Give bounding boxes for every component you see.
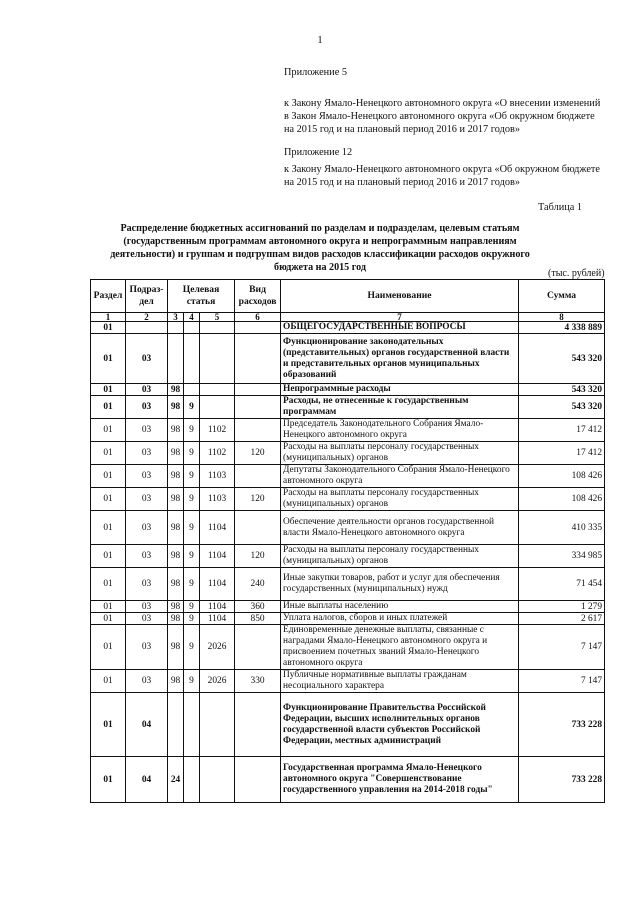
cell-program: 98 bbox=[168, 511, 184, 545]
cell-code bbox=[200, 396, 235, 419]
cell-subsection: 03 bbox=[126, 419, 168, 442]
cell-subsection: 03 bbox=[126, 613, 168, 625]
table-row bbox=[91, 334, 605, 384]
cell-code bbox=[200, 334, 235, 384]
table-row bbox=[91, 757, 605, 803]
cell-sum: 108 426 bbox=[519, 488, 605, 511]
cell-name: Публичные нормативные выплаты гражданам несоциального характера bbox=[281, 670, 519, 693]
cell-code: 1103 bbox=[200, 488, 235, 511]
cell-sum: 108 426 bbox=[519, 465, 605, 488]
cell-sum: 17 412 bbox=[519, 419, 605, 442]
table-row bbox=[91, 670, 605, 693]
cell-name: Расходы на выплаты персоналу государственных (муниципальных) органов bbox=[281, 545, 519, 568]
cell-program bbox=[168, 322, 184, 334]
cell-code: 1104 bbox=[200, 511, 235, 545]
cell-expense-type: 360 bbox=[235, 601, 281, 613]
cell-direction: 9 bbox=[184, 625, 200, 670]
appendix-5-text: к Закону Ямало-Ненецкого автономного округа «О внесении изменений в Закон Ямало-Ненецкого автономного округа «Об окружном бюджете на 2015 год и на плановый период 2016 и 2017 годов» bbox=[284, 98, 601, 135]
table-row bbox=[91, 396, 605, 419]
cell-direction: 9 bbox=[184, 613, 200, 625]
column-number: 3 bbox=[168, 313, 184, 322]
cell-code bbox=[200, 384, 235, 396]
cell-subsection: 03 bbox=[126, 670, 168, 693]
cell-expense-type: 850 bbox=[235, 613, 281, 625]
table-row bbox=[91, 384, 605, 396]
cell-name: Функционирование Правительства Российской Федерации, высших исполнительных органов государственной власти субъектов Российской Федерации, местных администраций bbox=[281, 693, 519, 757]
table-row bbox=[91, 625, 605, 670]
cell-expense-type bbox=[235, 396, 281, 419]
cell-name: Единовременные денежные выплаты, связанные с наградами Ямало-Ненецкого автономного округа и присвоением почетных званий Ямало-Ненецкого автономного округа bbox=[281, 625, 519, 670]
cell-section: 01 bbox=[91, 442, 126, 465]
cell-code: 1104 bbox=[200, 568, 235, 601]
header-expense-type: Вид расходов bbox=[235, 280, 281, 313]
cell-program: 24 bbox=[168, 757, 184, 803]
cell-sum: 7 147 bbox=[519, 670, 605, 693]
header-subsection: Подраз-дел bbox=[126, 280, 168, 313]
cell-name: Депутаты Законодательного Собрания Ямало-Ненецкого автономного округа bbox=[281, 465, 519, 488]
cell-subsection: 04 bbox=[126, 757, 168, 803]
cell-section: 01 bbox=[91, 419, 126, 442]
cell-direction bbox=[184, 757, 200, 803]
cell-code: 1102 bbox=[200, 442, 235, 465]
header-row bbox=[91, 280, 605, 313]
cell-program: 98 bbox=[168, 601, 184, 613]
cell-code bbox=[200, 757, 235, 803]
budget-table bbox=[90, 279, 605, 803]
cell-section: 01 bbox=[91, 568, 126, 601]
cell-expense-type bbox=[235, 334, 281, 384]
cell-expense-type bbox=[235, 384, 281, 396]
cell-subsection: 03 bbox=[126, 601, 168, 613]
column-number: 4 bbox=[184, 313, 200, 322]
cell-code bbox=[200, 322, 235, 334]
cell-subsection: 03 bbox=[126, 334, 168, 384]
cell-name: Иные выплаты населению bbox=[281, 601, 519, 613]
cell-expense-type bbox=[235, 625, 281, 670]
cell-sum: 71 454 bbox=[519, 568, 605, 601]
table-body bbox=[91, 322, 605, 803]
appendix-12-heading: Приложение 12 bbox=[284, 147, 353, 158]
cell-subsection bbox=[126, 322, 168, 334]
cell-sum: 733 228 bbox=[519, 757, 605, 803]
column-number: 6 bbox=[235, 313, 281, 322]
cell-name: Государственная программа Ямало-Ненецкого автономного округа "Совершенствование государственного управления на 2014-2018 годы" bbox=[281, 757, 519, 803]
cell-program: 98 bbox=[168, 465, 184, 488]
table-row bbox=[91, 465, 605, 488]
cell-section: 01 bbox=[91, 322, 126, 334]
cell-expense-type bbox=[235, 419, 281, 442]
table-row bbox=[91, 488, 605, 511]
column-number: 1 bbox=[91, 313, 126, 322]
cell-expense-type bbox=[235, 693, 281, 757]
cell-section: 01 bbox=[91, 545, 126, 568]
cell-name: Расходы на выплаты персоналу государственных (муниципальных) органов bbox=[281, 442, 519, 465]
column-number: 8 bbox=[519, 313, 605, 322]
cell-subsection: 03 bbox=[126, 568, 168, 601]
cell-name: ОБЩЕГОСУДАРСТВЕННЫЕ ВОПРОСЫ bbox=[281, 322, 519, 334]
cell-expense-type: 120 bbox=[235, 545, 281, 568]
cell-direction bbox=[184, 384, 200, 396]
cell-name: Обеспечение деятельности органов государственной власти Ямало-Ненецкого автономного округа bbox=[281, 511, 519, 545]
cell-expense-type: 120 bbox=[235, 488, 281, 511]
cell-section: 01 bbox=[91, 488, 126, 511]
cell-program bbox=[168, 693, 184, 757]
cell-code: 2026 bbox=[200, 625, 235, 670]
cell-section: 01 bbox=[91, 613, 126, 625]
column-number-row bbox=[91, 313, 605, 322]
cell-section: 01 bbox=[91, 670, 126, 693]
cell-program: 98 bbox=[168, 419, 184, 442]
cell-direction: 9 bbox=[184, 670, 200, 693]
units-label: (тыс. рублей) bbox=[548, 268, 605, 279]
cell-name: Функционирование законодательных (представительных) органов государственной власти и представительных органов муниципальных образований bbox=[281, 334, 519, 384]
column-number: 7 bbox=[281, 313, 519, 322]
table-row bbox=[91, 545, 605, 568]
table-row bbox=[91, 511, 605, 545]
cell-expense-type bbox=[235, 757, 281, 803]
cell-sum: 334 985 bbox=[519, 545, 605, 568]
cell-section: 01 bbox=[91, 625, 126, 670]
cell-sum: 410 335 bbox=[519, 511, 605, 545]
cell-program: 98 bbox=[168, 488, 184, 511]
cell-subsection: 03 bbox=[126, 442, 168, 465]
appendix-5-heading: Приложение 5 bbox=[284, 67, 347, 78]
cell-direction: 9 bbox=[184, 601, 200, 613]
cell-direction bbox=[184, 693, 200, 757]
cell-section: 01 bbox=[91, 693, 126, 757]
cell-direction bbox=[184, 322, 200, 334]
cell-name: Иные закупки товаров, работ и услуг для обеспечения государственных (муниципальных) нужд bbox=[281, 568, 519, 601]
cell-subsection: 04 bbox=[126, 693, 168, 757]
appendix-12-text: к Закону Ямало-Ненецкого автономного округа «Об окружном бюджете на 2015 год и на плановый период 2016 и 2017 годов» bbox=[284, 164, 600, 188]
cell-section: 01 bbox=[91, 601, 126, 613]
cell-sum: 17 412 bbox=[519, 442, 605, 465]
cell-expense-type: 330 bbox=[235, 670, 281, 693]
cell-subsection: 03 bbox=[126, 488, 168, 511]
cell-code: 1104 bbox=[200, 613, 235, 625]
document-title: Распределение бюджетных ассигнований по разделам и подразделам, целевым статьям (государственным программам автономного округа и непрограммным направлениям деятельности) и группам и подгруппам видов расходов классификации расходов окружного бюджета на 2015 год bbox=[110, 223, 530, 273]
cell-subsection: 03 bbox=[126, 545, 168, 568]
cell-expense-type bbox=[235, 322, 281, 334]
cell-section: 01 bbox=[91, 511, 126, 545]
cell-sum: 1 279 bbox=[519, 601, 605, 613]
cell-code: 2026 bbox=[200, 670, 235, 693]
cell-sum: 2 617 bbox=[519, 613, 605, 625]
cell-direction bbox=[184, 334, 200, 384]
cell-expense-type bbox=[235, 511, 281, 545]
cell-direction: 9 bbox=[184, 488, 200, 511]
cell-sum: 543 320 bbox=[519, 384, 605, 396]
cell-section: 01 bbox=[91, 465, 126, 488]
column-number: 2 bbox=[126, 313, 168, 322]
header-name: Наименование bbox=[281, 280, 519, 313]
cell-name: Расходы на выплаты персоналу государственных (муниципальных) органов bbox=[281, 488, 519, 511]
cell-direction: 9 bbox=[184, 419, 200, 442]
header-section: Раздел bbox=[91, 280, 126, 313]
cell-program: 98 bbox=[168, 568, 184, 601]
cell-program: 98 bbox=[168, 625, 184, 670]
cell-code: 1104 bbox=[200, 545, 235, 568]
cell-sum: 4 338 889 bbox=[519, 322, 605, 334]
table-row bbox=[91, 419, 605, 442]
cell-name: Уплата налогов, сборов и иных платежей bbox=[281, 613, 519, 625]
cell-section: 01 bbox=[91, 396, 126, 419]
cell-subsection: 03 bbox=[126, 511, 168, 545]
cell-program bbox=[168, 334, 184, 384]
cell-direction: 9 bbox=[184, 545, 200, 568]
cell-name: Непрограммные расходы bbox=[281, 384, 519, 396]
cell-expense-type: 120 bbox=[235, 442, 281, 465]
cell-program: 98 bbox=[168, 442, 184, 465]
cell-sum: 543 320 bbox=[519, 396, 605, 419]
cell-direction: 9 bbox=[184, 568, 200, 601]
cell-sum: 543 320 bbox=[519, 334, 605, 384]
table-row bbox=[91, 601, 605, 613]
cell-direction: 9 bbox=[184, 442, 200, 465]
header-sum: Сумма bbox=[519, 280, 605, 313]
table-row bbox=[91, 613, 605, 625]
table-row bbox=[91, 693, 605, 757]
cell-subsection: 03 bbox=[126, 625, 168, 670]
cell-direction: 9 bbox=[184, 396, 200, 419]
cell-sum: 7 147 bbox=[519, 625, 605, 670]
cell-section: 01 bbox=[91, 334, 126, 384]
cell-code: 1103 bbox=[200, 465, 235, 488]
page-number: 1 bbox=[317, 34, 323, 46]
cell-name: Расходы, не отнесенные к государственным программам bbox=[281, 396, 519, 419]
cell-section: 01 bbox=[91, 757, 126, 803]
table-row bbox=[91, 322, 605, 334]
table-row bbox=[91, 442, 605, 465]
cell-subsection: 03 bbox=[126, 384, 168, 396]
cell-code bbox=[200, 693, 235, 757]
cell-name: Председатель Законодательного Собрания Ямало-Ненецкого автономного округа bbox=[281, 419, 519, 442]
cell-section: 01 bbox=[91, 384, 126, 396]
cell-program: 98 bbox=[168, 613, 184, 625]
cell-subsection: 03 bbox=[126, 465, 168, 488]
cell-program: 98 bbox=[168, 545, 184, 568]
table-row bbox=[91, 568, 605, 601]
cell-program: 98 bbox=[168, 670, 184, 693]
cell-sum: 733 228 bbox=[519, 693, 605, 757]
header-target: Целевая статья bbox=[168, 280, 235, 313]
cell-expense-type bbox=[235, 465, 281, 488]
cell-direction: 9 bbox=[184, 511, 200, 545]
column-number: 5 bbox=[200, 313, 235, 322]
cell-code: 1102 bbox=[200, 419, 235, 442]
cell-direction: 9 bbox=[184, 465, 200, 488]
table-label: Таблица 1 bbox=[538, 202, 583, 213]
cell-code: 1104 bbox=[200, 601, 235, 613]
cell-subsection: 03 bbox=[126, 396, 168, 419]
cell-expense-type: 240 bbox=[235, 568, 281, 601]
cell-program: 98 bbox=[168, 384, 184, 396]
cell-program: 98 bbox=[168, 396, 184, 419]
